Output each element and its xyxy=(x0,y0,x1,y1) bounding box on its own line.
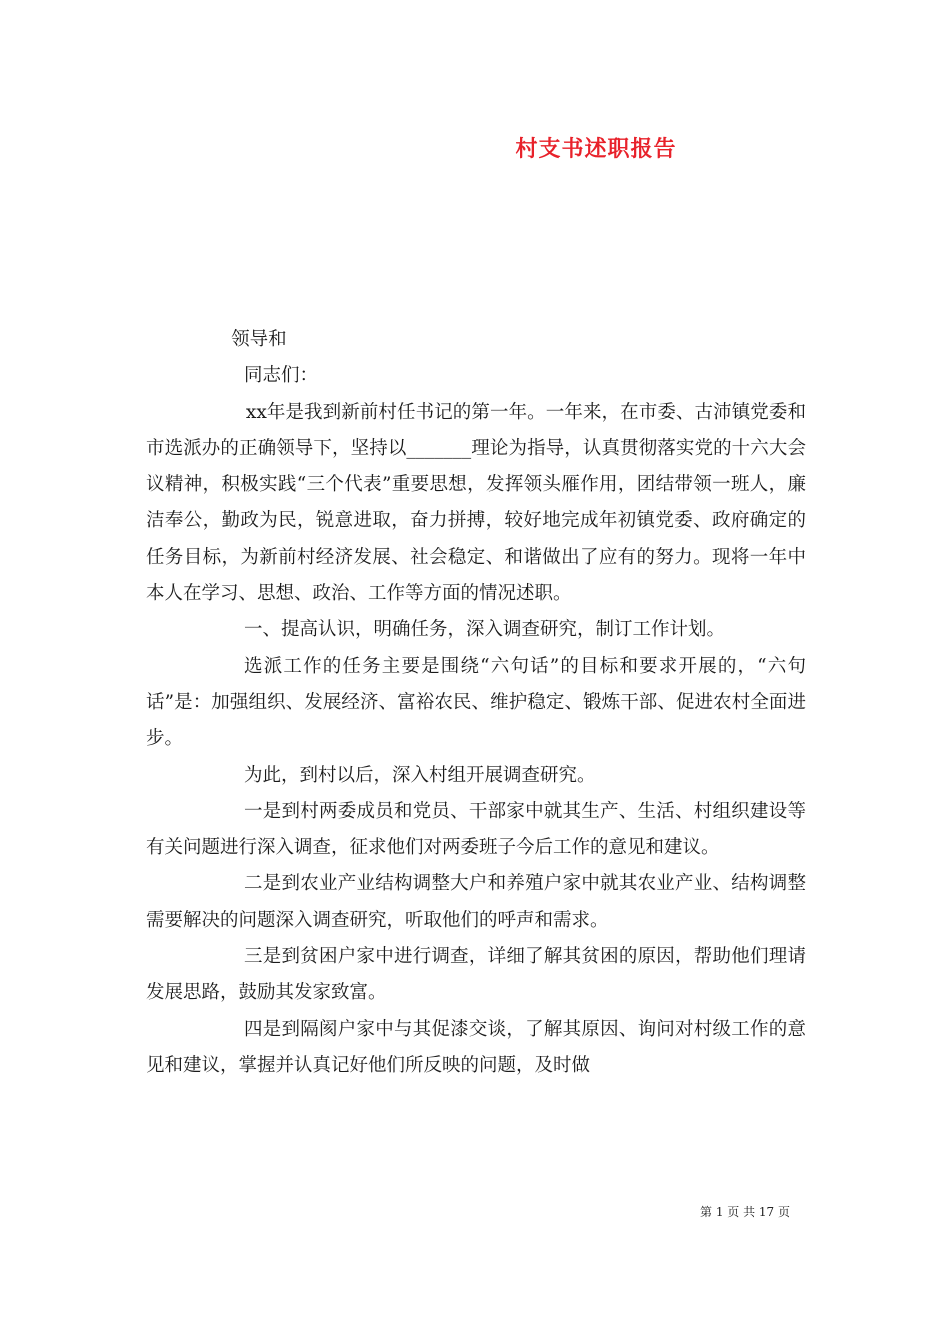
document-title: 村支书述职报告 xyxy=(515,136,677,162)
document-body xyxy=(146,322,806,1084)
paragraph-intro: xx年是我到新前村任书记的第一年。一年来，在市委、古沛镇党委和市选派办的正确领导下，坚持以_______理论为指导，认真贯彻落实党的十六大会议精神，积极实践“三个代表”重要思想，发挥领头雁作用，团结带领一班人，廉洁奉公，勤政为民，锐意进取，奋力拼搏，较好地完成年初镇党委、政府确定的任务目标，为新前村经济发展、社会稳定、和谐做出了应有的努力。现将一年中本人在学习、思想、政治、工作等方面的情况述职。 xyxy=(146,401,806,605)
paragraph-item-4: 四是到隔阂户家中与其促漆交谈，了解其原因、询问对村级工作的意见和建议，掌握并认真记好他们所反映的问题，及时做 xyxy=(146,1018,806,1076)
paragraph-six-sentences: 选派工作的任务主要是围绕“六句话”的目标和要求开展的，“六句话”是：加强组织、发展经济、富裕农民、维护稳定、锻炼干部、促进农村全面进步。 xyxy=(146,655,806,750)
salutation-line-1: 领导和 xyxy=(231,329,287,350)
page-number: 第 1 页 共 17 页 xyxy=(700,1205,790,1219)
paragraph-research: 为此，到村以后，深入村组开展调查研究。 xyxy=(244,764,596,786)
paragraph-item-2: 二是到农业产业结构调整大户和养殖户家中就其农业产业、结构调整需要解决的问题深入调查研究，听取他们的呼声和需求。 xyxy=(146,873,806,931)
paragraph-item-3: 三是到贫困户家中进行调查，详细了解其贫困的原因，帮助他们理请发展思路，鼓励其发家致富。 xyxy=(146,946,806,1004)
paragraph-item-1: 一是到村两委成员和党员、干部家中就其生产、生活、村组织建设等有关问题进行深入调查，征求他们对两委班子今后工作的意见和建议。 xyxy=(146,800,806,859)
salutation-line-2: 同志们： xyxy=(244,365,319,387)
section-heading-1: 一、提高认识，明确任务，深入调查研究，制订工作计划。 xyxy=(244,619,726,641)
